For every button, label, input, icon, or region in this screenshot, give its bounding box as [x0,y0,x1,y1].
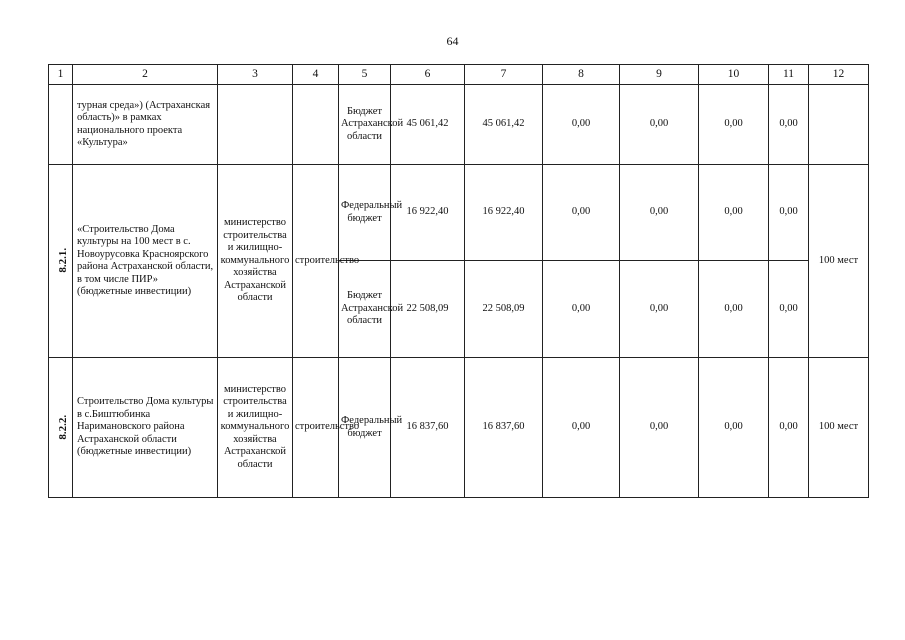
col-header-4: 4 [293,65,339,85]
cell-empty [218,85,293,165]
value-cell: 0,00 [543,261,620,358]
value-cell: 16 922,40 [391,165,465,261]
cell-empty [809,85,869,165]
ministry-cell: министерство строительства и жилищно-коммунального хозяйства Астраханской области [218,165,293,358]
col-header-5: 5 [339,65,391,85]
project-name-cell: турная среда») (Астраханская область)» в рамках национального проекта «Культура» [73,85,218,165]
cell-empty [293,85,339,165]
budget-table [48,64,869,498]
col-header-3: 3 [218,65,293,85]
ministry-cell: министерство строительства и жилищно-коммунального хозяйства Астраханской области [218,358,293,498]
funding-source-cell: Бюджет Астраханской области [339,85,391,165]
value-cell: 0,00 [769,261,809,358]
col-header-8: 8 [543,65,620,85]
table-row [49,85,869,165]
row-number: 8.2.2. [57,414,70,440]
table-row [49,358,869,498]
value-cell: 0,00 [620,358,699,498]
row-number-cell [49,165,73,358]
value-cell: 16 922,40 [465,165,543,261]
col-header-11: 11 [769,65,809,85]
value-cell: 0,00 [543,165,620,261]
cell-empty [49,85,73,165]
result-cell: 100 мест [809,165,869,358]
value-cell: 0,00 [699,165,769,261]
value-cell: 22 508,09 [391,261,465,358]
col-header-2: 2 [73,65,218,85]
project-name-cell: Строительство Дома культуры в с.Биштюбинка Наримановского района Астраханской области (бюджетные инвестиции) [73,358,218,498]
value-cell: 22 508,09 [465,261,543,358]
col-header-10: 10 [699,65,769,85]
col-header-7: 7 [465,65,543,85]
project-name-cell: «Строительство Дома культуры на 100 мест в с. Новоурусовка Красноярского района Астраханской области, в том числе ПИР» (бюджетные инвестиции) [73,165,218,358]
value-cell: 0,00 [769,358,809,498]
value-cell: 0,00 [543,358,620,498]
value-cell: 45 061,42 [391,85,465,165]
value-cell: 0,00 [620,165,699,261]
table-header-row [49,65,869,85]
col-header-9: 9 [620,65,699,85]
funding-source-cell: Федеральный бюджет [339,358,391,498]
row-number: 8.2.1. [57,248,70,273]
row-number-cell [49,358,73,498]
funding-source-cell: Федеральный бюджет [339,165,391,261]
value-cell: 0,00 [699,85,769,165]
value-cell: 0,00 [620,85,699,165]
funding-source-cell: Бюджет Астраханской области [339,261,391,358]
value-cell: 0,00 [620,261,699,358]
value-cell: 0,00 [699,261,769,358]
col-header-1: 1 [49,65,73,85]
page-number: 64 [446,34,459,48]
value-cell: 0,00 [543,85,620,165]
col-header-6: 6 [391,65,465,85]
value-cell: 0,00 [699,358,769,498]
value-cell: 16 837,60 [391,358,465,498]
value-cell: 45 061,42 [465,85,543,165]
work-type-cell: строительство [293,358,339,498]
work-type-cell: строительство [293,165,339,358]
value-cell: 0,00 [769,85,809,165]
value-cell: 16 837,60 [465,358,543,498]
col-header-12: 12 [809,65,869,85]
table-row [49,165,869,261]
value-cell: 0,00 [769,165,809,261]
result-cell: 100 мест [809,358,869,498]
